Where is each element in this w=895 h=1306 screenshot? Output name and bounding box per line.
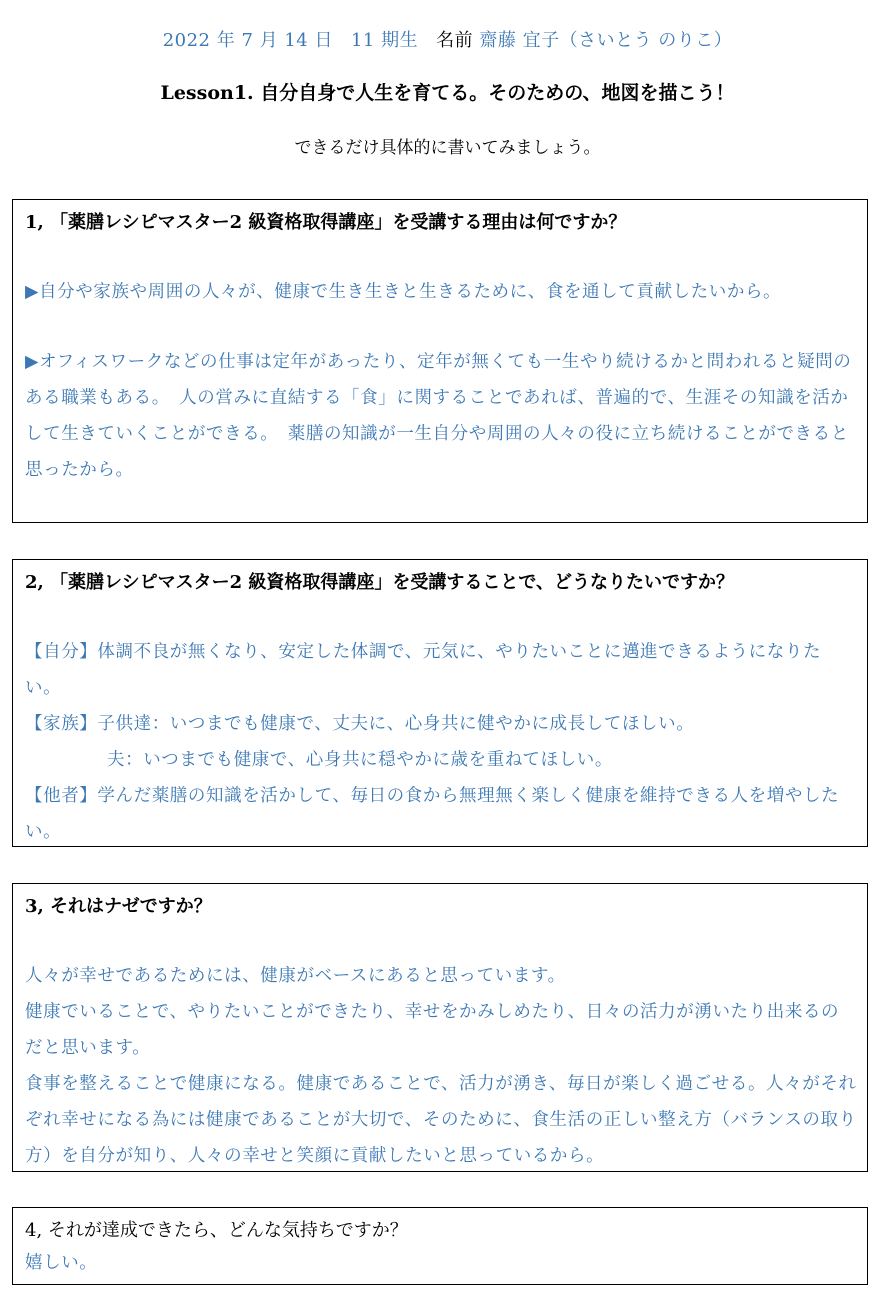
question-box-3: [12, 883, 868, 1172]
instruction: できるだけ具体的に書いてみましょう。: [294, 138, 601, 158]
answer-3-line-1: 人々が幸せであるためには、健康がベースにあると思っています。: [25, 966, 566, 986]
self-text: 体調不良が無くなり、安定した体調で、元気に、やりたいことに邁進できるようになりたい。: [25, 642, 822, 698]
answer-2-family: [25, 706, 857, 742]
name-value: 齋藤 宜子（さいとう のりこ）: [479, 30, 733, 51]
family-text-1: 子供達：いつまでも健康で、丈夫に、心身共に健やかに成長してほしい。: [97, 714, 695, 734]
lesson-title: Lesson1. 自分自身で人生を育てる。そのための、地図を描こう！: [160, 82, 735, 104]
question-2: 2, 「薬膳レシピマスター2 級資格取得講座」を受講することで、どうなりたいですか？: [25, 572, 735, 593]
answer-3-line-3: 食事を整えることで健康になる。健康であることで、活力が湧き、毎日が楽しく過ごせる。人々がそれぞれ幸せになる為には健康であることが大切で、そのために、食生活の正しい整え方（バランスの取り方）を自分が知り、人々の幸せと笑顔に貢献したいと思っているから。: [25, 1074, 857, 1166]
question-box-4: [12, 1207, 868, 1285]
family-tag: 【家族】: [25, 714, 98, 734]
answer-1b: ▶オフィスワークなどの仕事は定年があったり、定年が無くても一生やり続けるかと問われると疑問のある職業もある。 人の営みに直結する「食」に関することであれば、普遍的で、生涯その知識を活かして生きていくことができる。 薬膳の知識が一生自分や周囲の人々の役に立ち続けることができると思ったから。: [25, 352, 852, 480]
others-tag: 【他者】: [25, 786, 98, 806]
question-box-1: [12, 199, 868, 523]
date: 2022 年 7 月 14 日: [162, 30, 333, 51]
question-1: 1, 「薬膳レシピマスター2 級資格取得講座」を受講する理由は何ですか？: [25, 212, 627, 233]
answer-2-others: [25, 778, 857, 850]
question-4: 4, それが達成できたら、どんな気持ちですか？: [25, 1220, 408, 1241]
answer-2-family-2: 夫：いつまでも健康で、心身共に穏やかに歳を重ねてほしい。: [107, 750, 614, 770]
answer-1a: ▶自分や家族や周囲の人々が、健康で生き生きと生きるために、食を通して貢献したいから。: [25, 282, 782, 302]
question-3: 3, それはナゼですか？: [25, 896, 212, 917]
self-tag: 【自分】: [25, 642, 98, 662]
header-line: [0, 26, 895, 52]
answer-2-self: [25, 634, 857, 706]
others-text: 学んだ薬膳の知識を活かして、毎日の食から無理無く楽しく健康を維持できる人を増やしたい。: [25, 786, 840, 842]
name-label: 名前: [436, 30, 474, 51]
question-box-2: [12, 559, 868, 847]
answer-4: 嬉しい。: [25, 1253, 98, 1273]
term: 11 期生: [350, 30, 419, 51]
answer-3-line-2: 健康でいることで、やりたいことができたり、幸せをかみしめたり、日々の活力が湧いたり出来るのだと思います。: [25, 1002, 840, 1058]
